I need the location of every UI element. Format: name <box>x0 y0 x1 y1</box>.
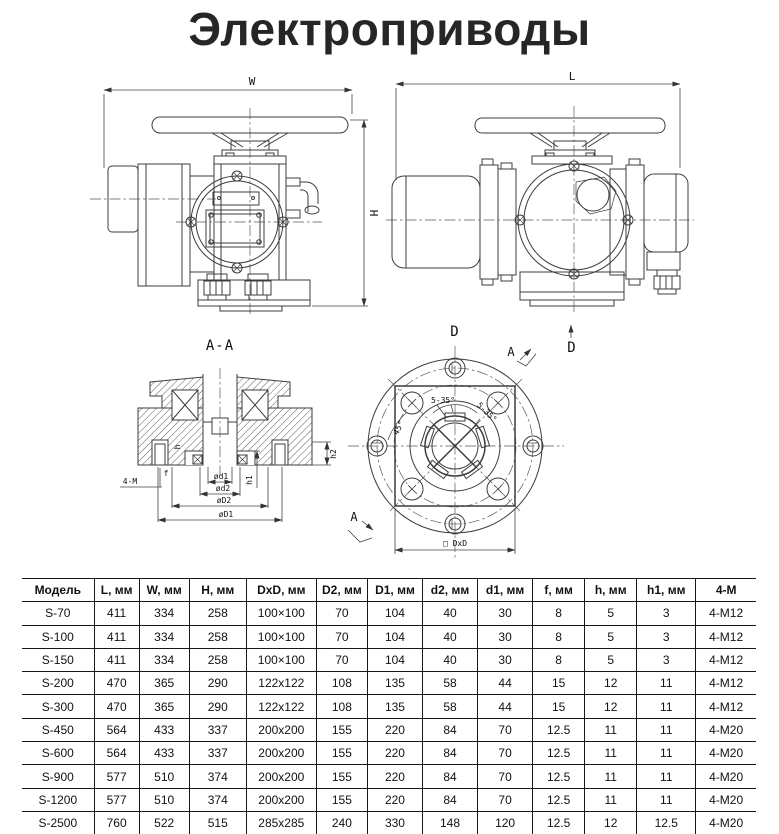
table-cell: 11 <box>585 765 637 788</box>
table-cell: 70 <box>316 625 367 648</box>
column-header: H, мм <box>189 579 246 602</box>
table-cell: 11 <box>637 765 696 788</box>
table-cell: 334 <box>139 648 189 671</box>
front-dimensions <box>104 90 368 306</box>
table-cell: 70 <box>478 788 533 811</box>
table-cell: 3 <box>637 648 696 671</box>
table-cell: 258 <box>189 625 246 648</box>
table-cell: 374 <box>189 788 246 811</box>
dim-label-D1: øD1 <box>218 510 234 519</box>
table-cell: 70 <box>316 648 367 671</box>
column-header: 4-M <box>696 579 756 602</box>
table-cell: 12.5 <box>533 788 585 811</box>
table-cell: 12.5 <box>637 811 696 834</box>
table-cell: 11 <box>637 788 696 811</box>
table-cell: 8 <box>533 625 585 648</box>
table-cell: 3 <box>637 602 696 625</box>
table-cell: 44 <box>478 672 533 695</box>
table-cell: 220 <box>367 742 422 765</box>
dim-label-square: □ DxD <box>442 539 468 548</box>
table-cell: 220 <box>367 788 422 811</box>
table-cell: 337 <box>189 742 246 765</box>
side-dimensions <box>396 84 680 180</box>
column-header: D2, мм <box>316 579 367 602</box>
table-cell: 12.5 <box>533 811 585 834</box>
table-cell: 155 <box>316 765 367 788</box>
table-row <box>22 788 756 811</box>
table-cell: 433 <box>139 718 189 741</box>
table-cell: 411 <box>94 602 139 625</box>
view-label-d-right: D <box>567 340 577 356</box>
table-cell: 84 <box>422 788 477 811</box>
table-cell: S-150 <box>22 648 94 671</box>
table-cell: 4-M12 <box>696 625 756 648</box>
conduit-elbow <box>300 182 318 212</box>
table-cell: 12.5 <box>533 765 585 788</box>
table-cell: 11 <box>637 672 696 695</box>
table-cell: 40 <box>422 648 477 671</box>
column-header: h1, мм <box>637 579 696 602</box>
table-cell: 200x200 <box>246 788 316 811</box>
table-cell: 11 <box>637 718 696 741</box>
table-cell: 510 <box>139 788 189 811</box>
column-header: f, мм <box>533 579 585 602</box>
table-cell: 148 <box>422 811 477 834</box>
table-cell: 200x200 <box>246 742 316 765</box>
column-header: L, мм <box>94 579 139 602</box>
table-cell: 334 <box>139 602 189 625</box>
table-cell: 4-M12 <box>696 648 756 671</box>
table-cell: 15 <box>533 672 585 695</box>
table-cell: 58 <box>422 672 477 695</box>
sight-window <box>577 179 609 211</box>
dim-label-h1: h1 <box>245 475 254 485</box>
table-cell: 12 <box>585 672 637 695</box>
table-cell: S-300 <box>22 695 94 718</box>
dim-label-d1-small: ød1 <box>213 472 229 481</box>
table-cell: 365 <box>139 695 189 718</box>
slots-label-diag: 5-35° <box>475 400 499 424</box>
table-cell: 135 <box>367 695 422 718</box>
table-cell: 11 <box>637 695 696 718</box>
section-title: A-A <box>205 338 235 354</box>
column-header: DxD, мм <box>246 579 316 602</box>
table-cell: 4-M20 <box>696 788 756 811</box>
table-cell: 15 <box>533 695 585 718</box>
table-cell: 290 <box>189 672 246 695</box>
table-cell: 4-M12 <box>696 602 756 625</box>
table-cell: S-70 <box>22 602 94 625</box>
table-cell: 12 <box>585 811 637 834</box>
table-row <box>22 742 756 765</box>
table-cell: S-450 <box>22 718 94 741</box>
flange-view-drawing <box>330 318 595 568</box>
table-cell: 104 <box>367 625 422 648</box>
spec-table-header-row <box>22 579 756 602</box>
table-row <box>22 625 756 648</box>
column-header: D1, мм <box>367 579 422 602</box>
table-row <box>22 648 756 671</box>
table-row <box>22 695 756 718</box>
dim-label-h: H <box>367 209 380 217</box>
table-cell: 3 <box>637 625 696 648</box>
nameplate <box>206 210 264 247</box>
table-cell: 12 <box>585 695 637 718</box>
spec-table <box>22 578 756 834</box>
table-cell: 4-M12 <box>696 672 756 695</box>
table-cell: 564 <box>94 742 139 765</box>
side-centerlines <box>386 106 694 314</box>
table-cell: 11 <box>585 788 637 811</box>
dim-label-h: h <box>173 444 182 450</box>
view-label-d-top: D <box>450 324 460 340</box>
table-cell: 100×100 <box>246 648 316 671</box>
column-header: W, мм <box>139 579 189 602</box>
table-cell: 11 <box>637 742 696 765</box>
column-header: d1, мм <box>478 579 533 602</box>
dim-label-d2-small: ød2 <box>215 484 231 493</box>
table-cell: 30 <box>478 648 533 671</box>
table-cell: 240 <box>316 811 367 834</box>
side-view-drawing <box>380 70 700 320</box>
table-row <box>22 602 756 625</box>
table-cell: 155 <box>316 788 367 811</box>
table-cell: 100×100 <box>246 625 316 648</box>
table-cell: 433 <box>139 742 189 765</box>
table-cell: 122x122 <box>246 672 316 695</box>
front-view-drawing <box>80 70 380 320</box>
table-cell: 11 <box>585 718 637 741</box>
dim-label-h2: h2 <box>329 449 338 459</box>
table-cell: 564 <box>94 718 139 741</box>
dim-label-f: f <box>163 469 169 478</box>
table-cell: 365 <box>139 672 189 695</box>
table-cell: 40 <box>422 602 477 625</box>
table-cell: 100×100 <box>246 602 316 625</box>
table-cell: 510 <box>139 765 189 788</box>
dim-label-D2: øD2 <box>216 496 232 505</box>
column-header: d2, мм <box>422 579 477 602</box>
table-cell: 12.5 <box>533 742 585 765</box>
table-cell: 58 <box>422 695 477 718</box>
table-cell: 577 <box>94 788 139 811</box>
table-cell: 4-M12 <box>696 695 756 718</box>
table-row <box>22 811 756 834</box>
dim-label-4m: 4-M <box>122 477 138 486</box>
table-cell: 8 <box>533 602 585 625</box>
table-cell: 4-M20 <box>696 742 756 765</box>
table-cell: 470 <box>94 672 139 695</box>
table-cell: 11 <box>585 742 637 765</box>
section-label-a-bottom: A <box>350 510 358 524</box>
table-cell: S-2500 <box>22 811 94 834</box>
table-row <box>22 765 756 788</box>
table-cell: S-600 <box>22 742 94 765</box>
section-body <box>138 374 312 465</box>
table-cell: S-900 <box>22 765 94 788</box>
table-cell: 258 <box>189 648 246 671</box>
table-cell: 12.5 <box>533 718 585 741</box>
table-cell: 522 <box>139 811 189 834</box>
table-cell: 411 <box>94 648 139 671</box>
base-plate <box>198 280 310 306</box>
table-cell: 70 <box>478 718 533 741</box>
table-cell: 411 <box>94 625 139 648</box>
table-cell: 374 <box>189 765 246 788</box>
table-cell: 200x200 <box>246 718 316 741</box>
table-row <box>22 672 756 695</box>
spec-table-body <box>22 602 756 834</box>
table-cell: 70 <box>478 742 533 765</box>
table-cell: 30 <box>478 625 533 648</box>
table-cell: 470 <box>94 695 139 718</box>
section-view-drawing <box>100 330 340 530</box>
table-cell: S-100 <box>22 625 94 648</box>
table-cell: 70 <box>478 765 533 788</box>
table-cell: 330 <box>367 811 422 834</box>
control-housing <box>644 174 688 252</box>
motor-body <box>392 176 480 268</box>
page-title: Электроприводы <box>188 3 591 55</box>
table-cell: 135 <box>367 672 422 695</box>
slots-label-top: 5-35° <box>430 396 456 405</box>
table-cell: 108 <box>316 672 367 695</box>
column-header: h, мм <box>585 579 637 602</box>
table-cell: 5 <box>585 648 637 671</box>
table-cell: 285x285 <box>246 811 316 834</box>
table-cell: 84 <box>422 718 477 741</box>
table-cell: 44 <box>478 695 533 718</box>
cable-gland <box>654 270 680 294</box>
table-cell: 337 <box>189 718 246 741</box>
table-row <box>22 718 756 741</box>
table-cell: 104 <box>367 648 422 671</box>
table-cell: 84 <box>422 765 477 788</box>
handwheel <box>475 118 665 133</box>
table-cell: 84 <box>422 742 477 765</box>
table-cell: 155 <box>316 718 367 741</box>
table-cell: 8 <box>533 648 585 671</box>
table-cell: 40 <box>422 625 477 648</box>
table-cell: 108 <box>316 695 367 718</box>
table-cell: 258 <box>189 602 246 625</box>
dim-label-l: L <box>568 70 576 83</box>
table-cell: 334 <box>139 625 189 648</box>
dim-label-w: W <box>248 75 256 88</box>
table-cell: 200x200 <box>246 765 316 788</box>
table-cell: 122x122 <box>246 695 316 718</box>
table-cell: 515 <box>189 811 246 834</box>
table-cell: 4-M20 <box>696 765 756 788</box>
table-cell: 30 <box>478 602 533 625</box>
table-cell: 4-M20 <box>696 811 756 834</box>
table-cell: 220 <box>367 765 422 788</box>
table-cell: 290 <box>189 695 246 718</box>
section-label-a-top: A <box>507 345 515 359</box>
table-cell: 4-M20 <box>696 718 756 741</box>
angle-label-45: 45° <box>391 419 407 437</box>
table-cell: 5 <box>585 625 637 648</box>
table-cell: S-1200 <box>22 788 94 811</box>
table-cell: 577 <box>94 765 139 788</box>
table-cell: S-200 <box>22 672 94 695</box>
table-cell: 220 <box>367 718 422 741</box>
table-cell: 760 <box>94 811 139 834</box>
table-cell: 5 <box>585 602 637 625</box>
table-cell: 120 <box>478 811 533 834</box>
table-cell: 70 <box>316 602 367 625</box>
table-cell: 155 <box>316 742 367 765</box>
table-cell: 104 <box>367 602 422 625</box>
column-header: Модель <box>22 579 94 602</box>
actuator-side-outline <box>392 118 688 306</box>
